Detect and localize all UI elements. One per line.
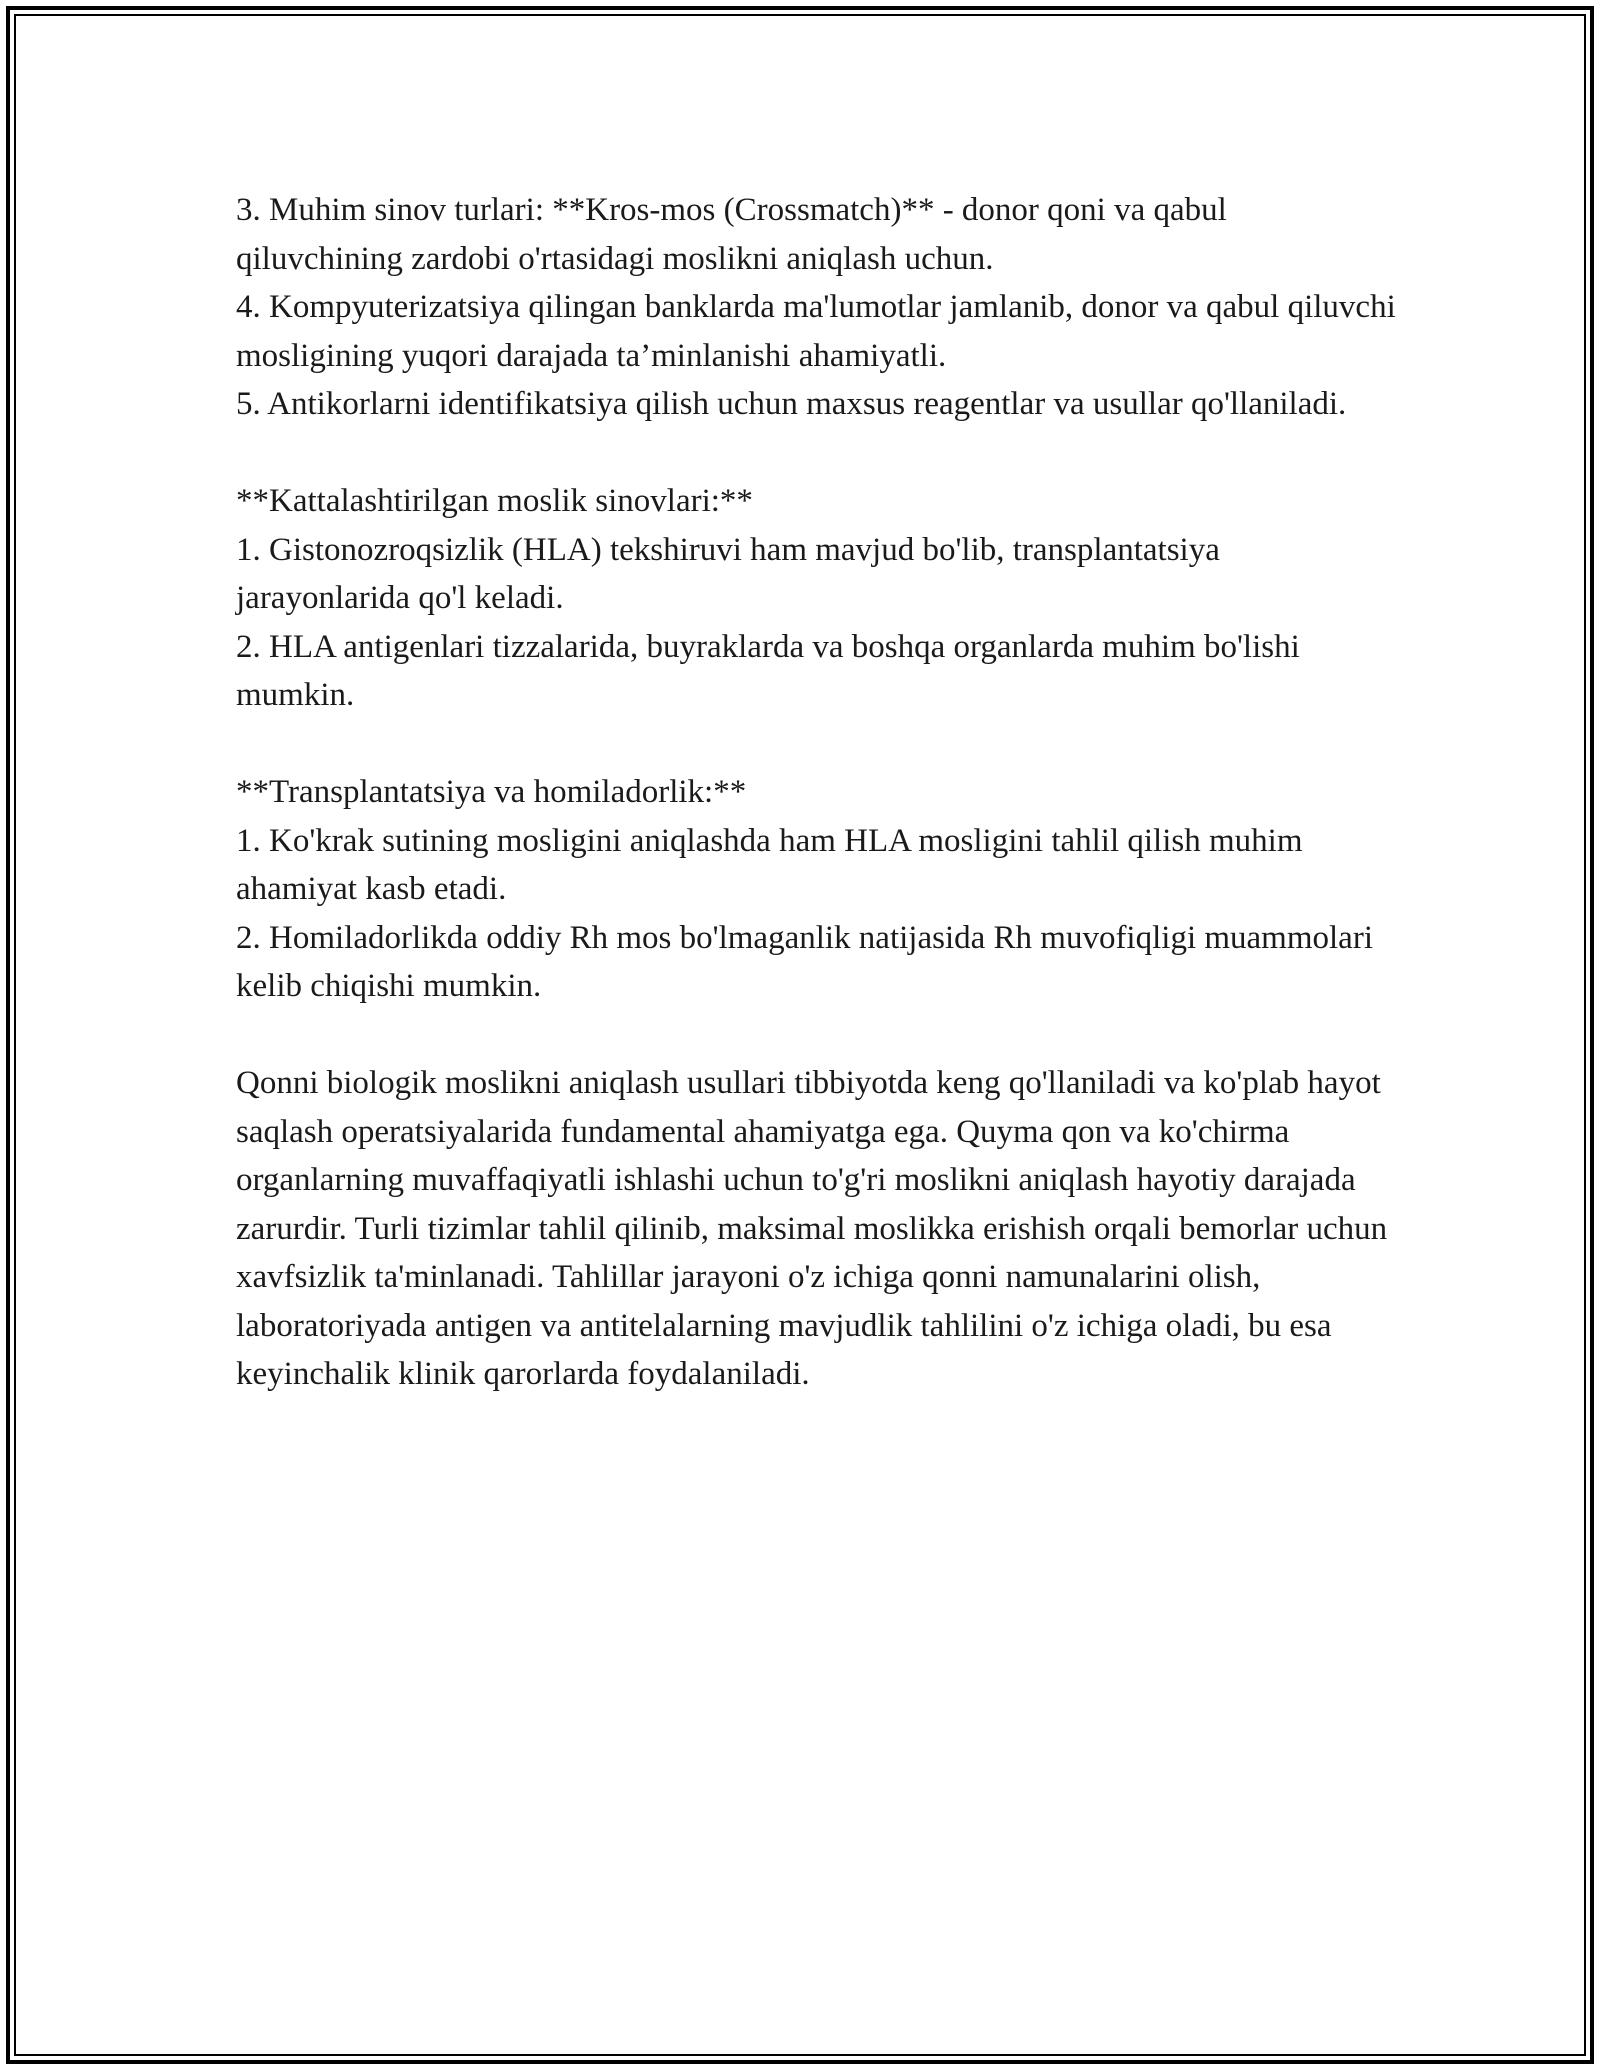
list-item: 4. Kompyuterizatsiya qilingan banklarda ma'lumotlar jamlanib, donor va qabul qiluvchi mosligining yuqori darajada ta’minlanishi ahamiyatli. — [236, 289, 1396, 374]
extended-compatibility-section — [236, 477, 1396, 720]
document-body — [236, 186, 1396, 1447]
closing-paragraph: Qonni biologik moslikni aniqlash usullari tibbiyotda keng qo'llaniladi va ko'plab hayot saqlash operatsiyalarida fundamental ahamiyatga ega. Quyma qon va ko'chirma organlarning muvaffaqiyatli ishlashi uchun to'g'ri moslikni aniqlash hayotiy darajada zarurdir. Turli tizimlar tahlil qilinib, maksimal moslikka erishish orqali bemorlar uchun xavfsizlik ta'minlanadi. Tahlillar jarayoni o'z ichiga qonni namunalarini olish, laboratoriyada antigen va antitelalarning mavjudlik tahlilini o'z ichiga oladi, bu esa keyinchalik klinik qarorlarda foydalaniladi. — [236, 1065, 1388, 1392]
section-heading: **Kattalashtirilgan moslik sinovlari:** — [236, 483, 753, 519]
closing-section — [236, 1059, 1396, 1399]
list-item: 1. Ko'krak sutining mosligini aniqlashda ham HLA mosligini tahlil qilish muhim ahamiyat kasb etadi. — [236, 822, 1303, 907]
list-item: 2. HLA antigenlari tizzalarida, buyraklarda va boshqa organlarda muhim bo'lishi mumkin. — [236, 628, 1300, 713]
section-heading: **Transplantatsiya va homiladorlik:** — [236, 774, 747, 810]
transplantation-pregnancy-section — [236, 768, 1396, 1011]
list-item: 1. Gistonozroqsizlik (HLA) tekshiruvi ham mavjud bo'lib, transplantatsiya jarayonlarida qo'l keladi. — [236, 531, 1220, 616]
list-item: 3. Muhim sinov turlari: **Kros-mos (Crossmatch)** - donor qoni va qabul qiluvchining zardobi o'rtasidagi moslikni aniqlash uchun. — [236, 192, 1227, 277]
list-item: 5. Antikorlarni identifikatsiya qilish uchun maxsus reagentlar va usullar qo'llaniladi. — [236, 386, 1347, 422]
list-item: 2. Homiladorlikda oddiy Rh mos bo'lmaganlik natijasida Rh muvofiqligi muammolari kelib chiqishi mumkin. — [236, 919, 1373, 1004]
test-types-list — [236, 186, 1396, 429]
